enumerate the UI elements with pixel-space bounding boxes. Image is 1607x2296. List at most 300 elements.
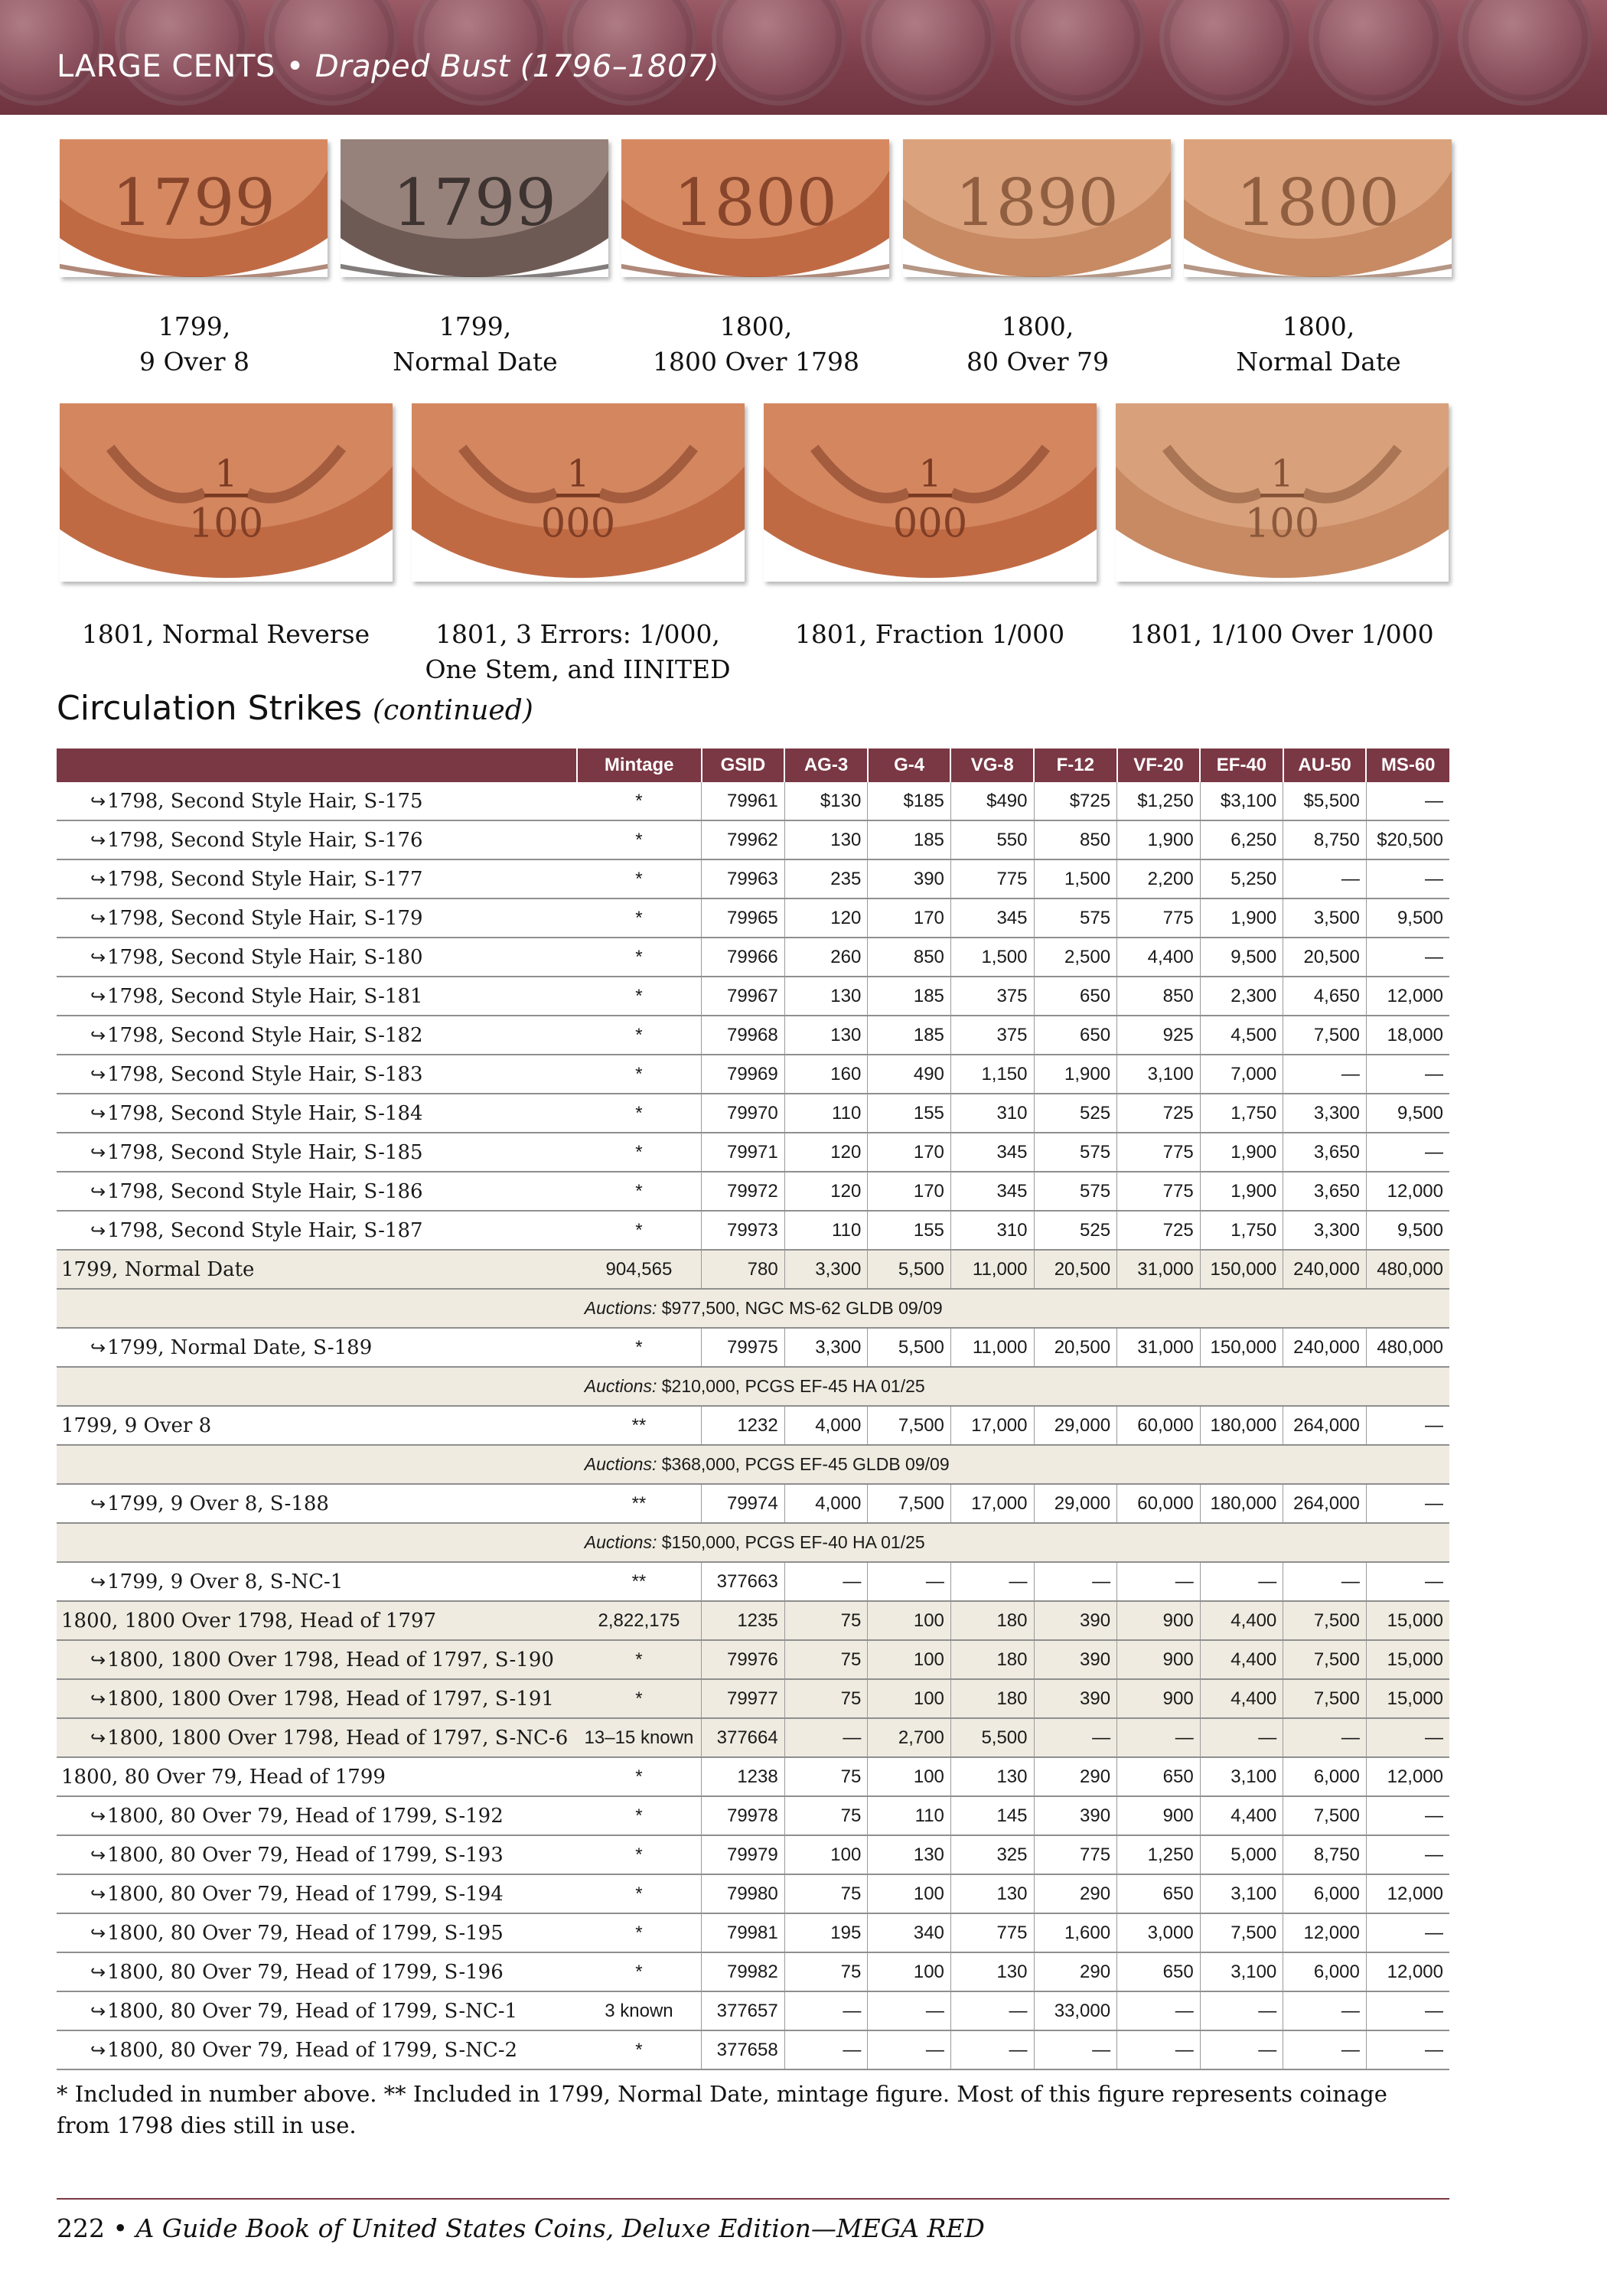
auction-note (577, 1523, 1449, 1562)
subvariety-arrow-icon: ↪ (90, 1219, 106, 1241)
cell-ag3: — (784, 1991, 868, 2030)
auction-text: $977,500, NGC MS-62 GLDB 09/09 (661, 1298, 943, 1318)
coin-photo (60, 403, 393, 582)
cell-vg8: 130 (950, 1757, 1034, 1796)
subvariety-arrow-icon: ↪ (90, 2000, 106, 2022)
variety-name: 1798, Second Style Hair, S-186 (107, 1179, 423, 1203)
variety-name: 1798, Second Style Hair, S-179 (107, 906, 423, 930)
subvariety-arrow-icon: ↪ (90, 1844, 106, 1866)
auction-row (57, 1289, 1449, 1328)
auction-text: $210,000, PCGS EF-45 HA 01/25 (661, 1376, 925, 1396)
cell-au50: 3,650 (1283, 1172, 1367, 1211)
variety-label (57, 782, 577, 820)
cell-f12: 2,500 (1034, 938, 1117, 977)
subvariety-arrow-icon: ↪ (90, 829, 106, 851)
auction-row (57, 1445, 1449, 1484)
cell-vf20: — (1117, 1718, 1201, 1757)
cell-vg8: 345 (950, 1133, 1034, 1172)
coin-caption-line: 1801, Normal Reverse (81, 619, 370, 649)
table-row (57, 1913, 1449, 1952)
cell-ag3: 120 (784, 1172, 868, 1211)
cell-f12: 575 (1034, 899, 1117, 938)
coin-photo (1116, 403, 1449, 582)
cell-mintage: * (577, 1757, 702, 1796)
subvariety-arrow-icon: ↪ (90, 946, 106, 968)
cell-ef40: — (1200, 1718, 1283, 1757)
cell-ag3: 100 (784, 1835, 868, 1874)
cell-ef40: 4,400 (1200, 1679, 1283, 1718)
cell-gsid: 79962 (702, 820, 785, 859)
auction-note (577, 1289, 1449, 1328)
cell-g4: 100 (868, 1679, 951, 1718)
subvariety-arrow-icon: ↪ (90, 1688, 106, 1710)
subvariety-arrow-icon: ↪ (90, 1180, 106, 1202)
variety-name: 1800, 80 Over 79, Head of 1799, S-NC-1 (107, 1999, 518, 2023)
cell-f12: $725 (1034, 782, 1117, 820)
running-header (57, 49, 719, 84)
auction-label: Auctions: (584, 1532, 657, 1552)
variety-label (57, 1094, 577, 1133)
variety-label (57, 1133, 577, 1172)
cell-f12: 29,000 (1034, 1406, 1117, 1445)
cell-vf20: — (1117, 1991, 1201, 2030)
cell-ms60: 480,000 (1366, 1250, 1449, 1289)
table-row (57, 977, 1449, 1016)
auction-label: Auctions: (584, 1376, 657, 1396)
variety-name: 1799, Normal Date, S-189 (107, 1336, 373, 1359)
variety-name: 1798, Second Style Hair, S-175 (107, 789, 423, 813)
cell-vg8: 1,500 (950, 938, 1034, 977)
cell-mintage: * (577, 1094, 702, 1133)
cell-mintage: * (577, 938, 702, 977)
cell-mintage: * (577, 2030, 702, 2069)
cell-g4: — (868, 2030, 951, 2069)
coin-caption-line: Normal Date (1236, 347, 1401, 377)
subvariety-arrow-icon: ↪ (90, 868, 106, 890)
subvariety-arrow-icon: ↪ (90, 1961, 106, 1983)
cell-ef40: 3,100 (1200, 1757, 1283, 1796)
cell-ag3: 4,000 (784, 1406, 868, 1445)
cell-ef40: 7,500 (1200, 1913, 1283, 1952)
cell-vf20: 31,000 (1117, 1328, 1201, 1367)
auction-spacer (57, 1523, 577, 1562)
table-row (57, 1055, 1449, 1094)
cell-ef40: 4,400 (1200, 1601, 1283, 1640)
cell-ag3: 4,000 (784, 1484, 868, 1523)
cell-f12: 650 (1034, 1016, 1117, 1055)
svg-text:1800: 1800 (1236, 165, 1400, 240)
cell-g4: 490 (868, 1055, 951, 1094)
variety-name: 1799, Normal Date (61, 1257, 255, 1281)
cell-mintage: * (577, 1055, 702, 1094)
cell-au50: 6,000 (1283, 1757, 1367, 1796)
variety-label (57, 1328, 577, 1367)
cell-vf20: 775 (1117, 1133, 1201, 1172)
cell-gsid: 79977 (702, 1679, 785, 1718)
table-row (57, 938, 1449, 977)
cell-au50: 7,500 (1283, 1601, 1367, 1640)
cell-mintage: 2,822,175 (577, 1601, 702, 1640)
coin-photo (341, 139, 608, 277)
table-row (57, 1640, 1449, 1679)
variety-label (57, 1601, 577, 1640)
auction-spacer (57, 1445, 577, 1484)
svg-text:100: 100 (1244, 501, 1320, 547)
variety-label (57, 1874, 577, 1913)
cell-f12: — (1034, 1562, 1117, 1601)
cell-au50: 7,500 (1283, 1796, 1367, 1835)
cell-ag3: 75 (784, 1679, 868, 1718)
header-band (0, 0, 1607, 115)
cell-ag3: 75 (784, 1640, 868, 1679)
cell-vg8: — (950, 2030, 1034, 2069)
cell-vg8: 375 (950, 977, 1034, 1016)
coin-photo (621, 139, 889, 277)
variety-label (57, 1484, 577, 1523)
cell-ag3: 130 (784, 820, 868, 859)
cell-vg8: 1,150 (950, 1055, 1034, 1094)
svg-text:1890: 1890 (955, 165, 1119, 240)
cell-g4: 170 (868, 1172, 951, 1211)
table-header-mintage: Mintage (577, 748, 702, 782)
header-separator: • (285, 49, 305, 84)
cell-gsid: 79970 (702, 1094, 785, 1133)
variety-name: 1800, 80 Over 79, Head of 1799, S-195 (107, 1921, 504, 1945)
coin-caption (1150, 309, 1487, 380)
cell-vg8: 130 (950, 1874, 1034, 1913)
cell-gsid: 79969 (702, 1055, 785, 1094)
cell-ms60: 15,000 (1366, 1601, 1449, 1640)
coin-caption-line: 1799, (158, 311, 231, 341)
cell-vf20: 900 (1117, 1601, 1201, 1640)
cell-gsid: 1235 (702, 1601, 785, 1640)
cell-ag3: 75 (784, 1952, 868, 1991)
cell-ms60: 9,500 (1366, 899, 1449, 938)
cell-vf20: 3,100 (1117, 1055, 1201, 1094)
header-subsection: Draped Bust (1796–1807) (315, 49, 720, 84)
table-row (57, 1796, 1449, 1835)
coin-photo (1184, 139, 1452, 277)
cell-mintage: * (577, 1016, 702, 1055)
cell-ef40: 5,000 (1200, 1835, 1283, 1874)
cell-ag3: — (784, 2030, 868, 2069)
cell-vf20: 60,000 (1117, 1406, 1201, 1445)
cell-vf20: 1,900 (1117, 820, 1201, 859)
coin-caption-line: 1799, (438, 311, 512, 341)
variety-name: 1798, Second Style Hair, S-185 (107, 1140, 423, 1164)
variety-label (57, 977, 577, 1016)
cell-vf20: — (1117, 1562, 1201, 1601)
cell-gsid: 79982 (702, 1952, 785, 1991)
cell-ms60: 15,000 (1366, 1640, 1449, 1679)
table-row (57, 1679, 1449, 1718)
cell-au50: 6,000 (1283, 1952, 1367, 1991)
cell-vg8: 310 (950, 1211, 1034, 1250)
table-row (57, 1835, 1449, 1874)
cell-vf20: 650 (1117, 1874, 1201, 1913)
cell-g4: 100 (868, 1640, 951, 1679)
cell-ef40: 3,100 (1200, 1952, 1283, 1991)
cell-mintage: * (577, 782, 702, 820)
table-row (57, 859, 1449, 899)
cell-vg8: 180 (950, 1679, 1034, 1718)
variety-name: 1800, 80 Over 79, Head of 1799, S-NC-2 (107, 2038, 518, 2062)
cell-ms60: — (1366, 1484, 1449, 1523)
variety-name: 1800, 80 Over 79, Head of 1799, S-193 (107, 1843, 504, 1867)
table-header-g4: G-4 (868, 748, 951, 782)
cell-ef40: 150,000 (1200, 1328, 1283, 1367)
footer-rule (57, 2198, 1449, 2200)
table-row (57, 820, 1449, 859)
cell-au50: 3,650 (1283, 1133, 1367, 1172)
coin-caption (398, 617, 758, 687)
cell-f12: 390 (1034, 1640, 1117, 1679)
variety-name: 1800, 1800 Over 1798, Head of 1797, S-190 (107, 1648, 554, 1671)
cell-ag3: 75 (784, 1757, 868, 1796)
cell-mintage: * (577, 820, 702, 859)
auction-note (577, 1367, 1449, 1406)
coin-caption-line: 1801, 1/100 Over 1/000 (1129, 619, 1434, 649)
svg-text:1: 1 (566, 453, 590, 496)
cell-f12: 1,900 (1034, 1055, 1117, 1094)
cell-au50: — (1283, 1718, 1367, 1757)
table-row (57, 1952, 1449, 1991)
cell-gsid: 79963 (702, 859, 785, 899)
cell-ag3: $130 (784, 782, 868, 820)
cell-vg8: 130 (950, 1952, 1034, 1991)
cell-f12: 650 (1034, 977, 1117, 1016)
cell-au50: 240,000 (1283, 1250, 1367, 1289)
table-row (57, 1094, 1449, 1133)
table-row (57, 2030, 1449, 2069)
cell-ag3: 3,300 (784, 1328, 868, 1367)
table-header-f12: F-12 (1034, 748, 1117, 782)
cell-gsid: 79972 (702, 1172, 785, 1211)
coin-caption-line: 9 Over 8 (139, 347, 249, 377)
cell-ag3: 75 (784, 1874, 868, 1913)
cell-ms60: 480,000 (1366, 1328, 1449, 1367)
cell-vg8: 375 (950, 1016, 1034, 1055)
cell-ef40: 5,250 (1200, 859, 1283, 899)
cell-g4: 185 (868, 820, 951, 859)
cell-vf20: 2,200 (1117, 859, 1201, 899)
cell-gsid: 79981 (702, 1913, 785, 1952)
auction-text: $368,000, PCGS EF-45 GLDB 09/09 (661, 1454, 950, 1474)
cell-au50: 4,650 (1283, 977, 1367, 1016)
cell-g4: 100 (868, 1757, 951, 1796)
cell-vg8: 11,000 (950, 1250, 1034, 1289)
cell-mintage: ** (577, 1406, 702, 1445)
table-row (57, 1406, 1449, 1445)
cell-gsid: 79976 (702, 1640, 785, 1679)
cell-vg8: $490 (950, 782, 1034, 820)
cell-ef40: 180,000 (1200, 1406, 1283, 1445)
cell-ms60: $20,500 (1366, 820, 1449, 859)
cell-ms60: 9,500 (1366, 1094, 1449, 1133)
variety-label (57, 1172, 577, 1211)
cell-f12: 390 (1034, 1601, 1117, 1640)
coin-photo (60, 139, 328, 277)
page-footer (57, 2213, 985, 2243)
cell-ef40: 6,250 (1200, 820, 1283, 859)
subvariety-arrow-icon: ↪ (90, 907, 106, 929)
cell-ef40: — (1200, 2030, 1283, 2069)
coin-caption-line: 1800 Over 1798 (653, 347, 859, 377)
header-coin-icon (712, 0, 846, 106)
cell-ef40: 9,500 (1200, 938, 1283, 977)
variety-label (57, 899, 577, 938)
table-row (57, 782, 1449, 820)
variety-label (57, 1640, 577, 1679)
cell-vg8: 17,000 (950, 1484, 1034, 1523)
cell-ef40: — (1200, 1991, 1283, 2030)
cell-ef40: 4,500 (1200, 1016, 1283, 1055)
footnote: * Included in number above. ** Included in 1799, Normal Date, mintage figure. Most of this figure represents coinage from 1798 dies still in use. (57, 2081, 1387, 2138)
subvariety-arrow-icon: ↪ (90, 1570, 106, 1593)
svg-text:1: 1 (918, 453, 942, 496)
subvariety-arrow-icon: ↪ (90, 790, 106, 812)
cell-ef40: 180,000 (1200, 1484, 1283, 1523)
cell-ms60: 12,000 (1366, 977, 1449, 1016)
variety-name: 1798, Second Style Hair, S-180 (107, 945, 423, 969)
header-coin-icon (1309, 0, 1443, 106)
cell-mintage: * (577, 1835, 702, 1874)
cell-f12: 1,500 (1034, 859, 1117, 899)
variety-label (57, 1835, 577, 1874)
auction-row (57, 1523, 1449, 1562)
cell-f12: 20,500 (1034, 1328, 1117, 1367)
table-row (57, 899, 1449, 938)
cell-g4: 5,500 (868, 1250, 951, 1289)
cell-au50: 7,500 (1283, 1679, 1367, 1718)
cell-ag3: 75 (784, 1796, 868, 1835)
coin-photo (903, 139, 1171, 277)
cell-mintage: ** (577, 1562, 702, 1601)
table-row (57, 1172, 1449, 1211)
header-coin-icon (1159, 0, 1294, 106)
auction-text: $150,000, PCGS EF-40 HA 01/25 (661, 1532, 925, 1552)
variety-name: 1798, Second Style Hair, S-183 (107, 1062, 423, 1086)
cell-vf20: 900 (1117, 1640, 1201, 1679)
cell-vg8: 345 (950, 899, 1034, 938)
cell-ms60: 12,000 (1366, 1757, 1449, 1796)
cell-au50: 20,500 (1283, 938, 1367, 977)
cell-g4: 100 (868, 1601, 951, 1640)
cell-gsid: 79980 (702, 1874, 785, 1913)
variety-name: 1800, 80 Over 79, Head of 1799, S-192 (107, 1804, 504, 1828)
cell-vg8: 145 (950, 1796, 1034, 1835)
variety-name: 1799, 9 Over 8, S-188 (107, 1492, 329, 1515)
cell-ef40: 1,750 (1200, 1211, 1283, 1250)
coin-caption (1102, 617, 1462, 652)
book-title: A Guide Book of United States Coins, Deluxe Edition—MEGA RED (135, 2213, 985, 2243)
cell-g4: 185 (868, 977, 951, 1016)
cell-vf20: 725 (1117, 1094, 1201, 1133)
cell-gsid: 79975 (702, 1328, 785, 1367)
cell-f12: 575 (1034, 1133, 1117, 1172)
cell-ag3: 260 (784, 938, 868, 977)
subvariety-arrow-icon: ↪ (90, 1805, 106, 1827)
variety-name: 1800, 1800 Over 1798, Head of 1797, S-191 (107, 1687, 554, 1711)
cell-gsid: 79968 (702, 1016, 785, 1055)
cell-ms60: — (1366, 782, 1449, 820)
variety-name: 1800, 1800 Over 1798, Head of 1797, S-NC-6 (107, 1726, 569, 1750)
cell-ms60: — (1366, 2030, 1449, 2069)
table-row (57, 1250, 1449, 1289)
variety-label (57, 1991, 577, 2030)
cell-ms60: — (1366, 938, 1449, 977)
auction-label: Auctions: (584, 1454, 657, 1474)
section-title-text: Circulation Strikes (57, 689, 363, 728)
coin-caption-line: 1801, Fraction 1/000 (794, 619, 1065, 649)
subvariety-arrow-icon: ↪ (90, 1102, 106, 1124)
svg-text:100: 100 (188, 501, 264, 547)
cell-ag3: 110 (784, 1094, 868, 1133)
cell-mintage: * (577, 1328, 702, 1367)
cell-f12: 1,600 (1034, 1913, 1117, 1952)
subvariety-arrow-icon: ↪ (90, 1649, 106, 1671)
cell-au50: 7,500 (1283, 1016, 1367, 1055)
table-header-vf20: VF-20 (1117, 748, 1201, 782)
svg-text:1: 1 (214, 453, 238, 496)
section-title (57, 689, 533, 728)
subvariety-arrow-icon: ↪ (90, 1063, 106, 1085)
cell-vg8: 325 (950, 1835, 1034, 1874)
variety-label (57, 1757, 577, 1796)
cell-mintage: * (577, 1172, 702, 1211)
cell-vf20: 650 (1117, 1952, 1201, 1991)
cell-f12: 290 (1034, 1952, 1117, 1991)
cell-au50: — (1283, 1562, 1367, 1601)
cell-mintage: * (577, 1211, 702, 1250)
cell-au50: — (1283, 859, 1367, 899)
cell-ag3: 75 (784, 1601, 868, 1640)
cell-ef40: 1,900 (1200, 1172, 1283, 1211)
cell-g4: 130 (868, 1835, 951, 1874)
subvariety-arrow-icon: ↪ (90, 985, 106, 1007)
cell-mintage: * (577, 1640, 702, 1679)
cell-ms60: — (1366, 1406, 1449, 1445)
cell-g4: 110 (868, 1796, 951, 1835)
table-row (57, 1991, 1449, 2030)
cell-g4: $185 (868, 782, 951, 820)
cell-g4: 185 (868, 1016, 951, 1055)
table-row (57, 1484, 1449, 1523)
cell-vf20: 850 (1117, 977, 1201, 1016)
variety-label (57, 859, 577, 899)
table-header-vg8: VG-8 (950, 748, 1034, 782)
cell-mintage: 904,565 (577, 1250, 702, 1289)
cell-mintage: * (577, 1874, 702, 1913)
cell-f12: 20,500 (1034, 1250, 1117, 1289)
cell-gsid: 1232 (702, 1406, 785, 1445)
variety-label (57, 1055, 577, 1094)
cell-vg8: 345 (950, 1172, 1034, 1211)
cell-gsid: 79967 (702, 977, 785, 1016)
cell-vf20: 775 (1117, 899, 1201, 938)
cell-vg8: 11,000 (950, 1328, 1034, 1367)
cell-vg8: 180 (950, 1601, 1034, 1640)
cell-ef40: $3,100 (1200, 782, 1283, 820)
svg-text:1799: 1799 (393, 165, 556, 240)
variety-label (57, 1796, 577, 1835)
cell-au50: 264,000 (1283, 1406, 1367, 1445)
coin-caption-line: Normal Date (393, 347, 558, 377)
cell-ef40: 2,300 (1200, 977, 1283, 1016)
variety-label (57, 1211, 577, 1250)
table-header-ef40: EF-40 (1200, 748, 1283, 782)
cell-ag3: 160 (784, 1055, 868, 1094)
